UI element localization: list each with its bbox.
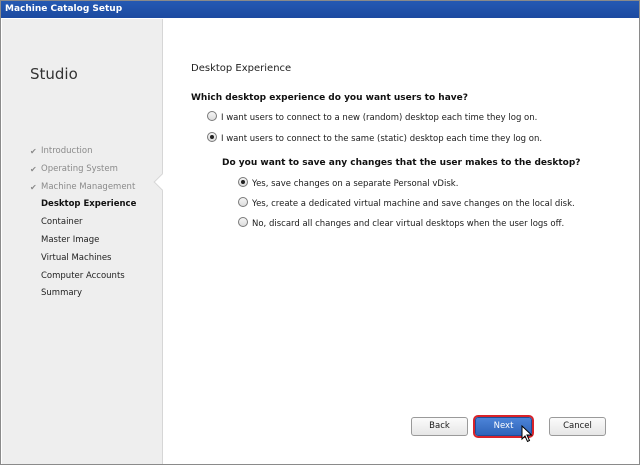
step-virtual-machines — [30, 250, 136, 268]
radio-button[interactable] — [238, 177, 248, 187]
step-label: Computer Accounts — [41, 270, 125, 281]
step-list — [30, 143, 136, 303]
radio-button[interactable] — [238, 197, 248, 207]
radio-button[interactable] — [238, 217, 248, 227]
step-label: Container — [41, 217, 83, 228]
step-label: Desktop Experience — [41, 199, 137, 210]
step-operating-system[interactable] — [30, 161, 136, 179]
radio-button[interactable] — [207, 111, 217, 121]
radio-personal-vdisk[interactable] — [238, 177, 458, 189]
cancel-button[interactable]: Cancel — [549, 417, 606, 436]
page-title: Desktop Experience — [191, 63, 292, 74]
step-label: Introduction — [41, 146, 93, 156]
radio-label: I want users to connect to the same (static) desktop each time they log on. — [221, 134, 543, 144]
step-computer-accounts — [30, 268, 136, 286]
main-content — [169, 19, 639, 464]
checkmark-icon: ✔ — [30, 182, 37, 192]
step-label: Operating System — [41, 163, 118, 174]
question-desktop-experience: Which desktop experience do you want users to have? — [191, 93, 468, 103]
step-container — [30, 214, 136, 232]
checkmark-icon: ✔ — [30, 147, 37, 156]
step-label: Virtual Machines — [41, 252, 112, 263]
radio-label: I want users to connect to a new (random) desktop each time they log on. — [221, 113, 538, 123]
radio-button[interactable] — [207, 132, 217, 142]
mouse-pointer-icon — [521, 425, 533, 443]
checkmark-icon: ✔ — [30, 164, 37, 174]
studio-brand: Studio — [30, 65, 78, 83]
step-label: Summary — [41, 288, 83, 299]
sidebar — [2, 19, 163, 464]
next-button[interactable]: Next — [475, 417, 532, 436]
step-desktop-experience[interactable] — [30, 196, 136, 214]
step-introduction[interactable] — [30, 143, 136, 161]
step-label: Machine Management — [41, 181, 136, 192]
radio-discard-changes[interactable] — [238, 217, 564, 229]
question-save-changes: Do you want to save any changes that the user makes to the desktop? — [222, 158, 581, 168]
radio-random-desktop[interactable] — [207, 111, 537, 123]
window-titlebar[interactable]: Machine Catalog Setup — [1, 1, 639, 18]
radio-static-desktop[interactable] — [207, 132, 542, 144]
radio-label: Yes, save changes on a separate Personal vDisk. — [252, 179, 459, 189]
back-button[interactable]: Back — [411, 417, 468, 436]
step-label: Master Image — [41, 234, 100, 245]
step-master-image — [30, 232, 136, 250]
radio-label: Yes, create a dedicated virtual machine and save changes on the local disk. — [252, 199, 575, 209]
radio-dedicated-vm[interactable] — [238, 197, 575, 209]
step-summary — [30, 285, 136, 303]
step-machine-management[interactable] — [30, 179, 136, 197]
radio-label: No, discard all changes and clear virtual desktops when the user logs off. — [252, 219, 565, 229]
